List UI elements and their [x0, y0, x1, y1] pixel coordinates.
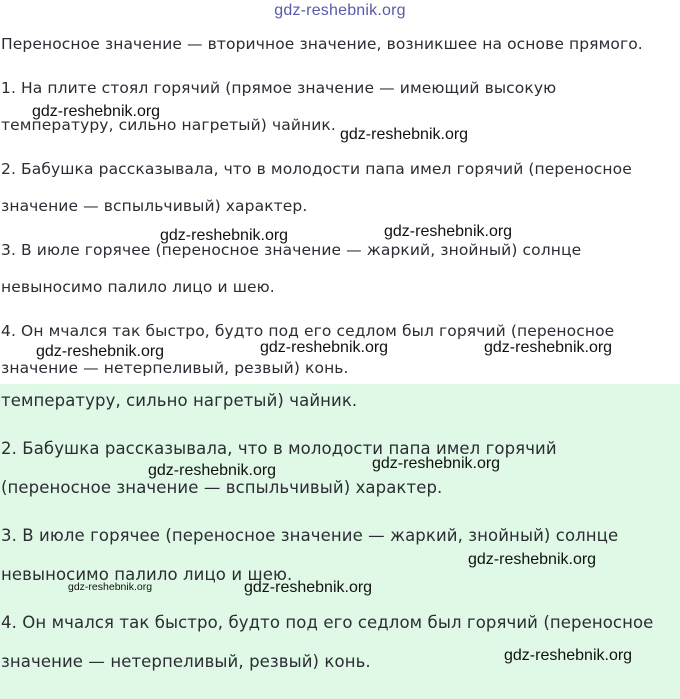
- text-line: температуру, сильно нагретый) чайник.: [1, 391, 358, 410]
- text-line: 3. В июле горячее (переносное значение — жаркий, знойный) солнце: [1, 526, 619, 545]
- text-line: невыносимо палило лицо и шею.: [1, 565, 293, 584]
- watermark-text: gdz-reshebnik.org: [372, 455, 501, 472]
- watermark-text: gdz-reshebnik.org: [484, 339, 613, 356]
- watermark-text: gdz-reshebnik.org: [36, 343, 165, 360]
- watermark-text: gdz-reshebnik.org: [468, 551, 597, 568]
- text-line: невыносимо палило лицо и шею.: [1, 278, 275, 296]
- watermark-text: gdz-reshebnik.org: [244, 579, 373, 596]
- watermark-text: gdz-reshebnik.org: [160, 227, 289, 244]
- text-line: 2. Бабушка рассказывала, что в молодости папа имел горячий (переносное: [1, 160, 632, 178]
- text-line: 4. Он мчался так быстро, будто под его седлом был горячий (переносное: [1, 322, 615, 340]
- watermark-text: gdz-reshebnik.org: [340, 126, 469, 143]
- text-line: 4. Он мчался так быстро, будто под его седлом был горячий (переносное: [1, 613, 654, 632]
- text-line: 2. Бабушка рассказывала, что в молодости папа имел горячий: [1, 439, 557, 458]
- watermark-text: gdz-reshebnik.org: [260, 339, 389, 356]
- text-line: значение — нетерпеливый, резвый) конь.: [1, 652, 371, 671]
- text-line: температуру, сильно нагретый) чайник.: [1, 116, 336, 134]
- text-line: (переносное значение — вспыльчивый) характер.: [1, 478, 443, 497]
- header-watermark: gdz-reshebnik.org: [274, 2, 406, 19]
- text-line: значение — нетерпеливый, резвый) конь.: [1, 359, 349, 377]
- watermark-text: gdz-reshebnik.org: [384, 223, 513, 240]
- text-line: значение — вспыльчивый) характер.: [1, 197, 308, 215]
- text-line: 3. В июле горячее (переносное значение — жаркий, знойный) солнце: [1, 241, 582, 259]
- watermark-text: gdz-reshebnik.org: [504, 647, 633, 664]
- watermark-text-small: gdz-reshebnik.org: [68, 581, 153, 593]
- text-line: 1. На плите стоял горячий (прямое значение — имеющий высокую: [1, 79, 557, 97]
- watermark-text: gdz-reshebnik.org: [32, 103, 161, 120]
- definition-text: Переносное значение — вторичное значение, возникшее на основе прямого.: [1, 35, 643, 53]
- watermark-text: gdz-reshebnik.org: [148, 462, 277, 479]
